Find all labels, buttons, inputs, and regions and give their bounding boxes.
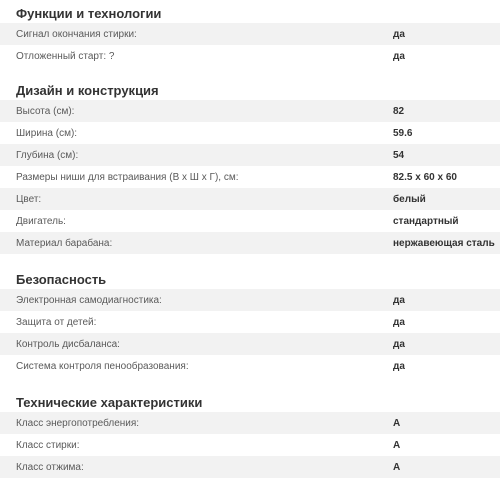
spec-label: Сигнал окончания стирки:	[16, 28, 137, 40]
spec-label: Класс отжима:	[16, 461, 84, 473]
spec-value: A	[393, 461, 401, 473]
spec-row	[0, 434, 500, 456]
spec-label: Размеры ниши для встраивания (В х Ш х Г), см:	[16, 171, 239, 183]
spec-value: A	[393, 439, 401, 451]
spec-value: да	[393, 28, 405, 40]
spec-value: A	[393, 417, 401, 429]
spec-row	[0, 232, 500, 254]
spec-label: Система контроля пенообразования:	[16, 360, 189, 372]
spec-row	[0, 188, 500, 210]
spec-label: Класс энергопотребления:	[16, 417, 140, 429]
section-safety	[0, 271, 500, 377]
spec-label: Ширина (см):	[16, 127, 78, 139]
spec-value: стандартный	[393, 215, 459, 227]
section-title: Функции и технологии	[16, 6, 162, 21]
section-design	[0, 82, 500, 254]
spec-row	[0, 166, 500, 188]
spec-label: Класс стирки:	[16, 439, 80, 451]
spec-row	[0, 45, 500, 67]
section-title: Технические характеристики	[16, 395, 203, 410]
spec-label: Глубина (см):	[16, 149, 79, 161]
spec-row	[0, 412, 500, 434]
spec-row	[0, 23, 500, 45]
section-functions	[0, 5, 500, 67]
spec-row	[0, 333, 500, 355]
spec-label: Электронная самодиагностика:	[16, 294, 162, 306]
spec-label: Материал барабана:	[16, 237, 113, 249]
spec-row	[0, 122, 500, 144]
spec-row	[0, 289, 500, 311]
spec-value: да	[393, 360, 405, 372]
spec-value: 82	[393, 105, 405, 117]
section-specs	[0, 394, 500, 478]
spec-label: Цвет:	[16, 193, 42, 205]
spec-label: Отложенный старт: ?	[16, 50, 115, 62]
spec-label: Высота (см):	[16, 105, 75, 117]
spec-label: Двигатель:	[16, 215, 66, 227]
spec-row	[0, 144, 500, 166]
spec-value: 82.5 x 60 x 60	[393, 171, 457, 183]
spec-row	[0, 355, 500, 377]
spec-value: да	[393, 316, 405, 328]
spec-label: Защита от детей:	[16, 316, 97, 328]
spec-value: да	[393, 338, 405, 350]
spec-value: белый	[393, 193, 426, 205]
section-title: Безопасность	[16, 272, 107, 287]
section-title: Дизайн и конструкция	[16, 83, 159, 98]
spec-value: да	[393, 50, 405, 62]
spec-value: 54	[393, 149, 405, 161]
spec-row	[0, 100, 500, 122]
spec-row	[0, 311, 500, 333]
spec-row	[0, 210, 500, 232]
spec-row	[0, 456, 500, 478]
spec-value: нержавеющая сталь	[393, 237, 495, 249]
spec-label: Контроль дисбаланса:	[16, 338, 120, 350]
spec-value: да	[393, 294, 405, 306]
spec-value: 59.6	[393, 127, 413, 139]
